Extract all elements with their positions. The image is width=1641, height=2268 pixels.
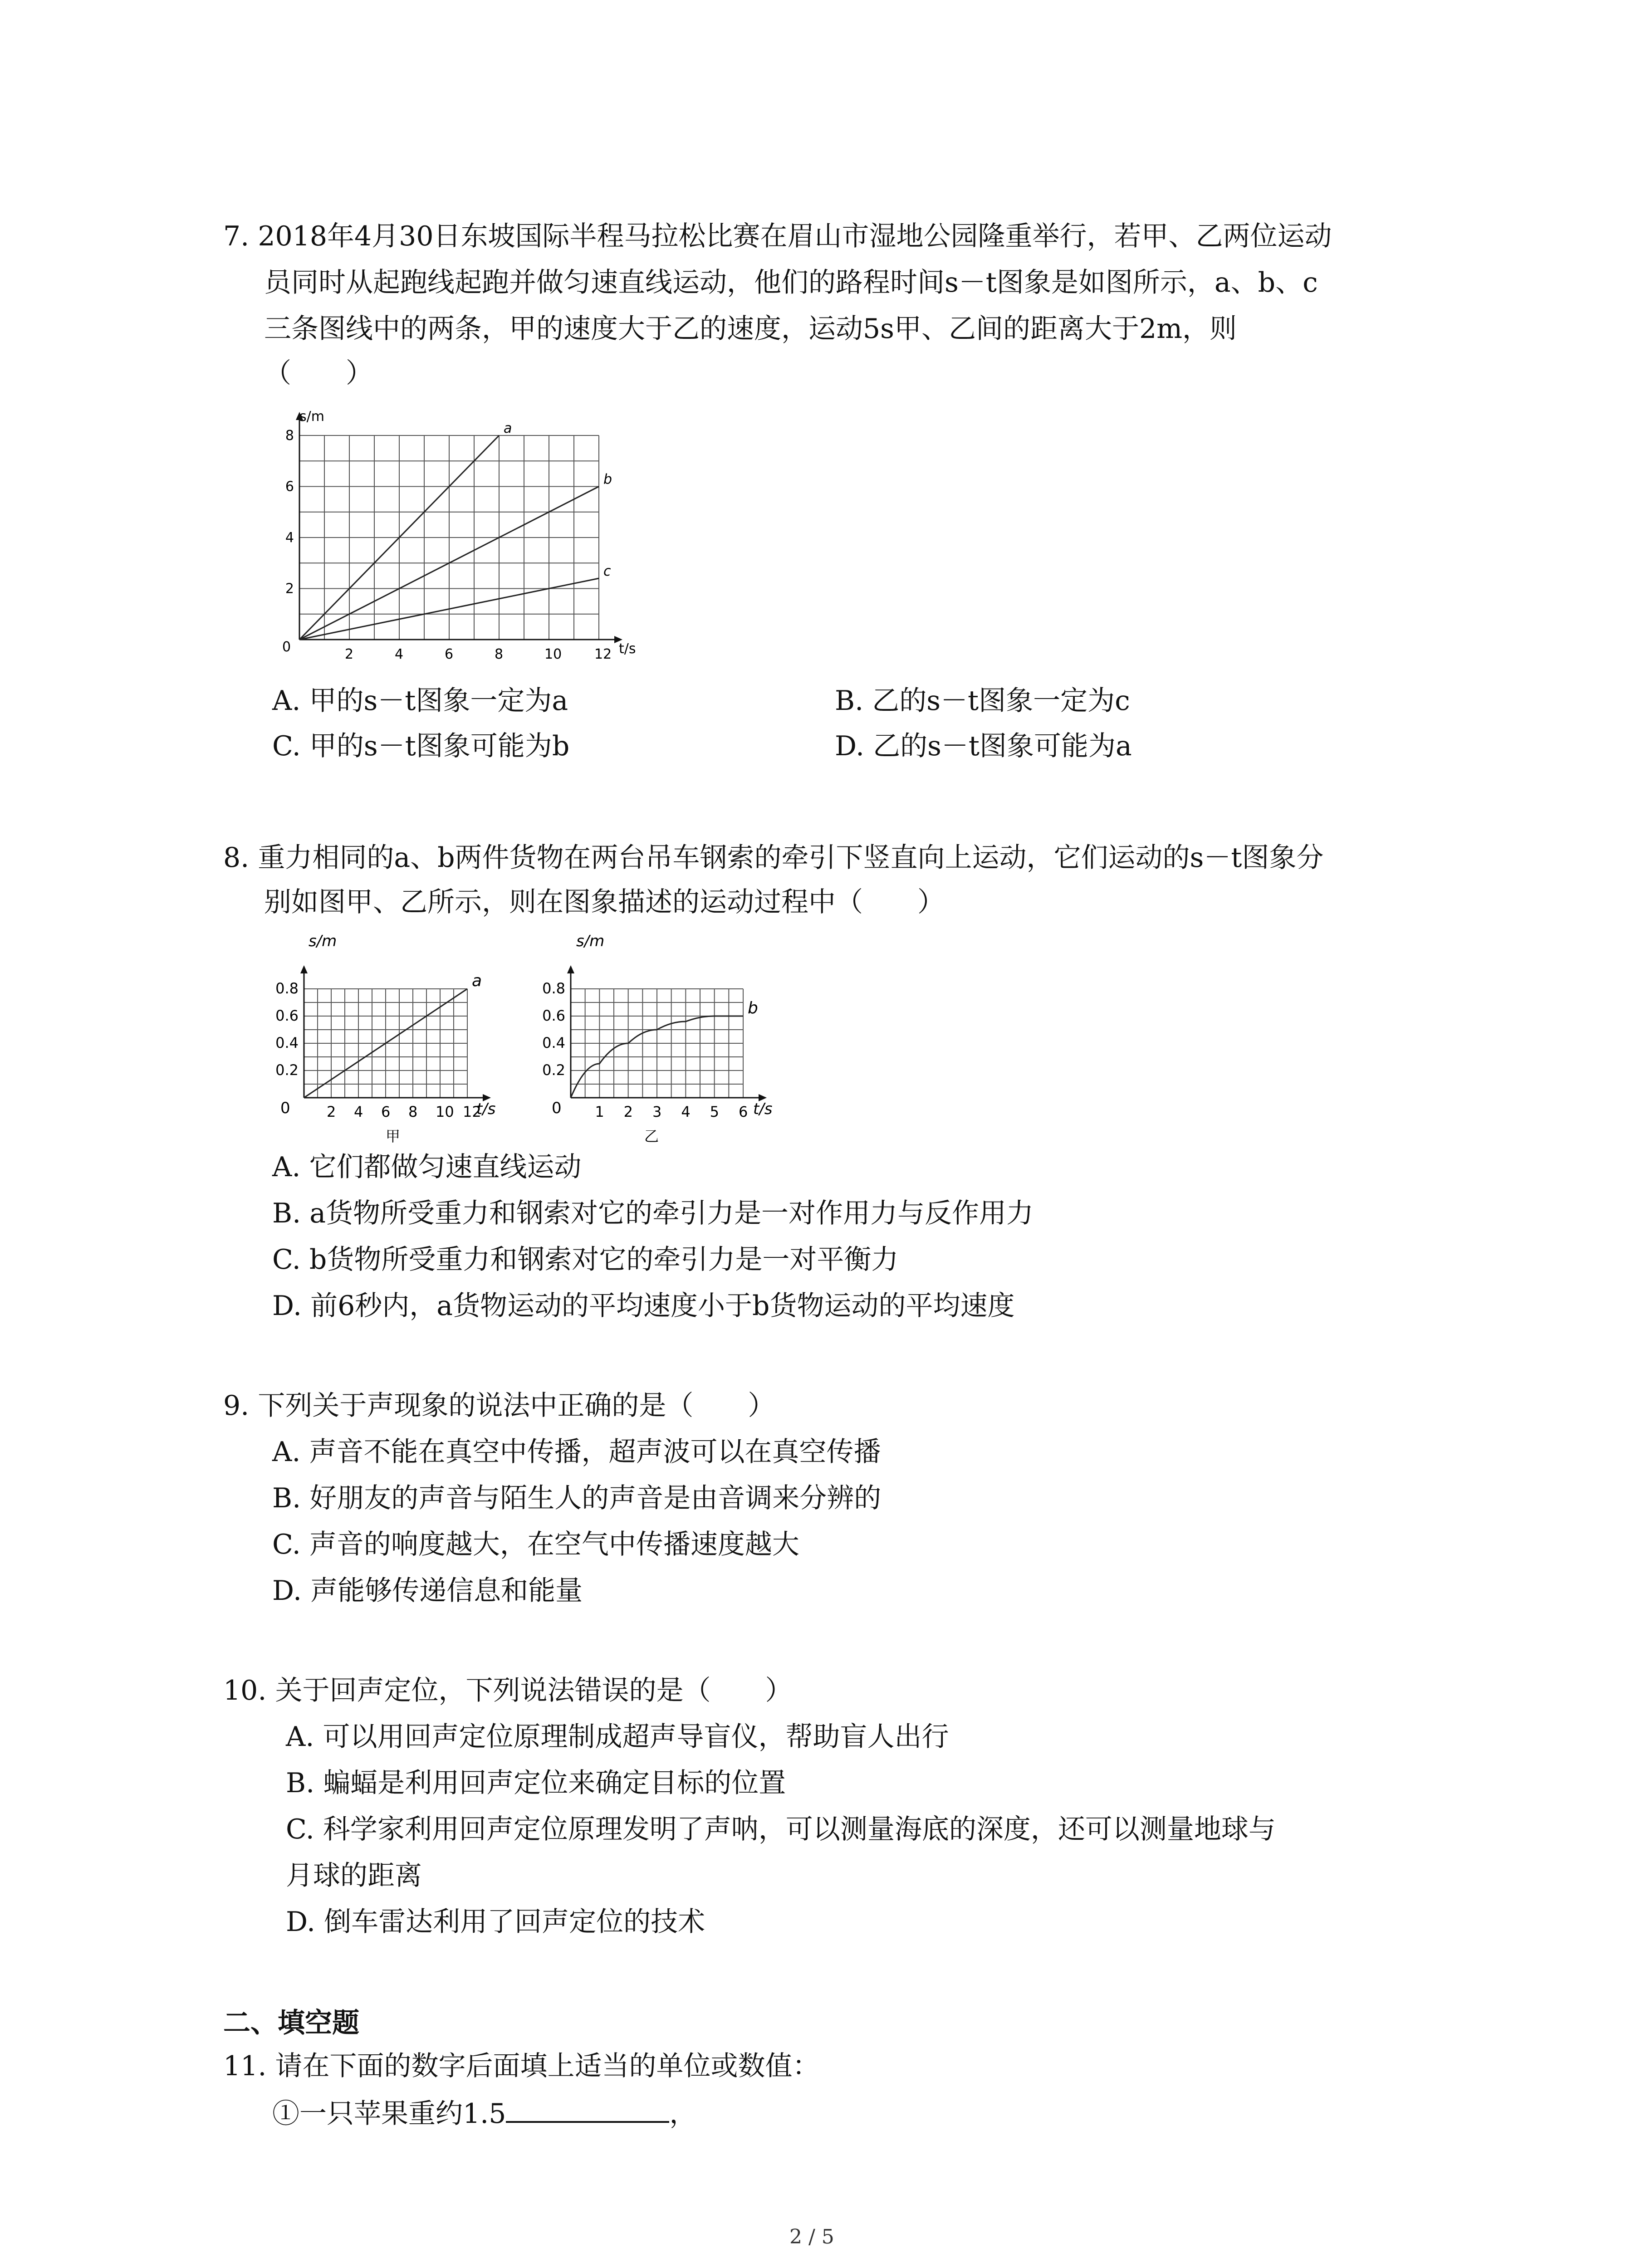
q10-option-b: B. 蝙蝠是利用回声定位来确定目标的位置: [286, 1767, 786, 1799]
q7-ylabel: s/m: [299, 409, 324, 425]
q8b-x-tick-label: 1: [595, 1103, 604, 1120]
q7-answer-bracket: （ ）: [264, 357, 373, 389]
q9-line-1: 9. 下列关于声现象的说法中正确的是（ ）: [223, 1390, 775, 1422]
q7-xlabel: t/s: [619, 641, 636, 657]
q8-option-b: B. a货物所受重力和钢索对它的牵引力是一对作用力与反作用力: [272, 1198, 1034, 1229]
q8b-series-label-b: b: [748, 999, 758, 1017]
q10-line-1: 10. 关于回声定位，下列说法错误的是（ ）: [223, 1675, 793, 1706]
q8a-y-tick-label: 0.6: [275, 1007, 299, 1024]
q8a-y-tick-label: 0.8: [275, 980, 299, 997]
q8-line-2: 别如图甲、乙所示，则在图象描述的运动过程中（ ）: [264, 886, 945, 918]
q9-option-b: B. 好朋友的声音与陌生人的声音是由音调来分辨的: [272, 1482, 882, 1514]
q7-st-graph: [272, 395, 644, 667]
q8a-x-tick-label: 6: [381, 1103, 391, 1120]
q8a-y-tick-label: 0.2: [275, 1061, 299, 1079]
q8a-y-arrow: [300, 965, 308, 973]
q9-option-a: A. 声音不能在真空中传播，超声波可以在真空传播: [272, 1436, 881, 1468]
q8b-x-tick-label: 2: [623, 1103, 633, 1120]
q7-series-label-b: b: [603, 471, 612, 488]
q7-x-tick-label: 6: [445, 646, 454, 662]
q7-series-label-a: a: [504, 420, 512, 436]
q8b-x-tick-label: 3: [652, 1103, 662, 1120]
q8b-y-tick-label: 0.8: [542, 980, 565, 997]
q8a-series-label-a: a: [472, 972, 482, 990]
q8a-x-tick-label: 2: [327, 1103, 336, 1120]
q11-answer-blank[interactable]: [506, 2096, 669, 2123]
q8-line-1: 8. 重力相同的a、b两件货物在两台吊车钢索的牵引下竖直向上运动，它们运动的s－t图象分: [223, 842, 1324, 874]
q7-line-1: 7. 2018年4月30日东坡国际半程马拉松比赛在眉山市湿地公园隆重举行，若甲、乙两位运动: [223, 220, 1332, 252]
q11-item-1-text: ①一只苹果重约1.5: [272, 2098, 506, 2130]
q10-option-d: D. 倒车雷达利用了回声定位的技术: [286, 1906, 705, 1938]
q8b-y-tick-label: 0.6: [542, 1007, 565, 1024]
page-number: 2 / 5: [789, 2225, 834, 2248]
q8b-ylabel: s/m: [576, 932, 605, 950]
q7-x-tick-label: 8: [495, 646, 504, 662]
q8b-x-tick-label: 6: [739, 1103, 748, 1120]
q7-x-tick-label: 4: [395, 646, 404, 662]
q9-option-c: C. 声音的响度越大，在空气中传播速度越大: [272, 1529, 799, 1560]
q7-line-3: 三条图线中的两条，甲的速度大于乙的速度，运动5s甲、乙间的距离大于2m，则: [264, 313, 1237, 345]
q7-series-label-c: c: [603, 563, 611, 579]
q10-option-c-line-1: C. 科学家利用回声定位原理发明了声呐，可以测量海底的深度，还可以测量地球与: [286, 1813, 1276, 1845]
q7-x-tick-label: 2: [345, 646, 354, 662]
q7-y-tick-label: 8: [285, 428, 294, 444]
q8a-caption: 甲: [386, 1128, 401, 1145]
q8a-x-tick-label: 10: [436, 1103, 454, 1120]
q7-grid: [296, 412, 622, 643]
q8b-y-arrow: [567, 965, 574, 973]
q8-option-c: C. b货物所受重力和钢索对它的牵引力是一对平衡力: [272, 1244, 899, 1276]
section-title-fill-in: 二、填空题: [223, 2007, 359, 2039]
q11-item-1: [272, 2096, 696, 2131]
q7-option-c: C. 甲的s－t图象可能为b: [272, 730, 570, 762]
q10-option-a: A. 可以用回声定位原理制成超声导盲仪，帮助盲人出行: [286, 1721, 949, 1753]
q8-graph-yi: [522, 921, 803, 1148]
q8b-x-tick-label: 5: [710, 1103, 720, 1120]
q8a-origin: 0: [280, 1099, 290, 1117]
q7-option-a: A. 甲的s－t图象一定为a: [272, 685, 568, 717]
q7-origin: 0: [282, 639, 291, 655]
q7-y-tick-label: 4: [285, 530, 294, 546]
q7-line-2: 员同时从起跑线起跑并做匀速直线运动，他们的路程时间s－t图象是如图所示，a、b、c: [264, 267, 1318, 298]
q8b-origin: 0: [552, 1099, 562, 1117]
q8b-y-tick-label: 0.2: [542, 1061, 565, 1079]
q8a-xlabel: t/s: [476, 1100, 496, 1118]
q11-line-1: 11. 请在下面的数字后面填上适当的单位或数值：: [223, 2050, 820, 2082]
q8a-x-tick-label: 8: [408, 1103, 418, 1120]
q7-y-tick-label: 2: [285, 581, 294, 597]
q7-y-tick-label: 6: [285, 479, 294, 495]
q8-graph-jia: [254, 921, 526, 1148]
q8-option-d: D. 前6秒内，a货物运动的平均速度小于b货物运动的平均速度: [272, 1290, 1015, 1322]
q8a-x-tick-label: 12: [463, 1103, 481, 1120]
q7-option-b: B. 乙的s－t图象一定为c: [835, 685, 1130, 717]
q8b-x-tick-label: 4: [681, 1103, 691, 1120]
q8a-y-tick-label: 0.4: [275, 1034, 299, 1051]
q7-option-d: D. 乙的s－t图象可能为a: [835, 730, 1132, 762]
q8a-x-tick-label: 4: [354, 1103, 363, 1120]
q8a-ylabel: s/m: [309, 932, 337, 950]
q11-item-1-suffix: ，: [669, 2098, 697, 2130]
q10-option-c-line-2: 月球的距离: [286, 1860, 422, 1892]
q8b-xlabel: t/s: [753, 1100, 773, 1118]
q8b-y-tick-label: 0.4: [542, 1034, 565, 1051]
q7-x-tick-label: 10: [544, 646, 562, 662]
q7-x-tick-label: 12: [594, 646, 612, 662]
q8-option-a: A. 它们都做匀速直线运动: [272, 1151, 582, 1183]
q8b-caption: 乙: [644, 1128, 659, 1145]
q9-option-d: D. 声能够传递信息和能量: [272, 1575, 583, 1607]
